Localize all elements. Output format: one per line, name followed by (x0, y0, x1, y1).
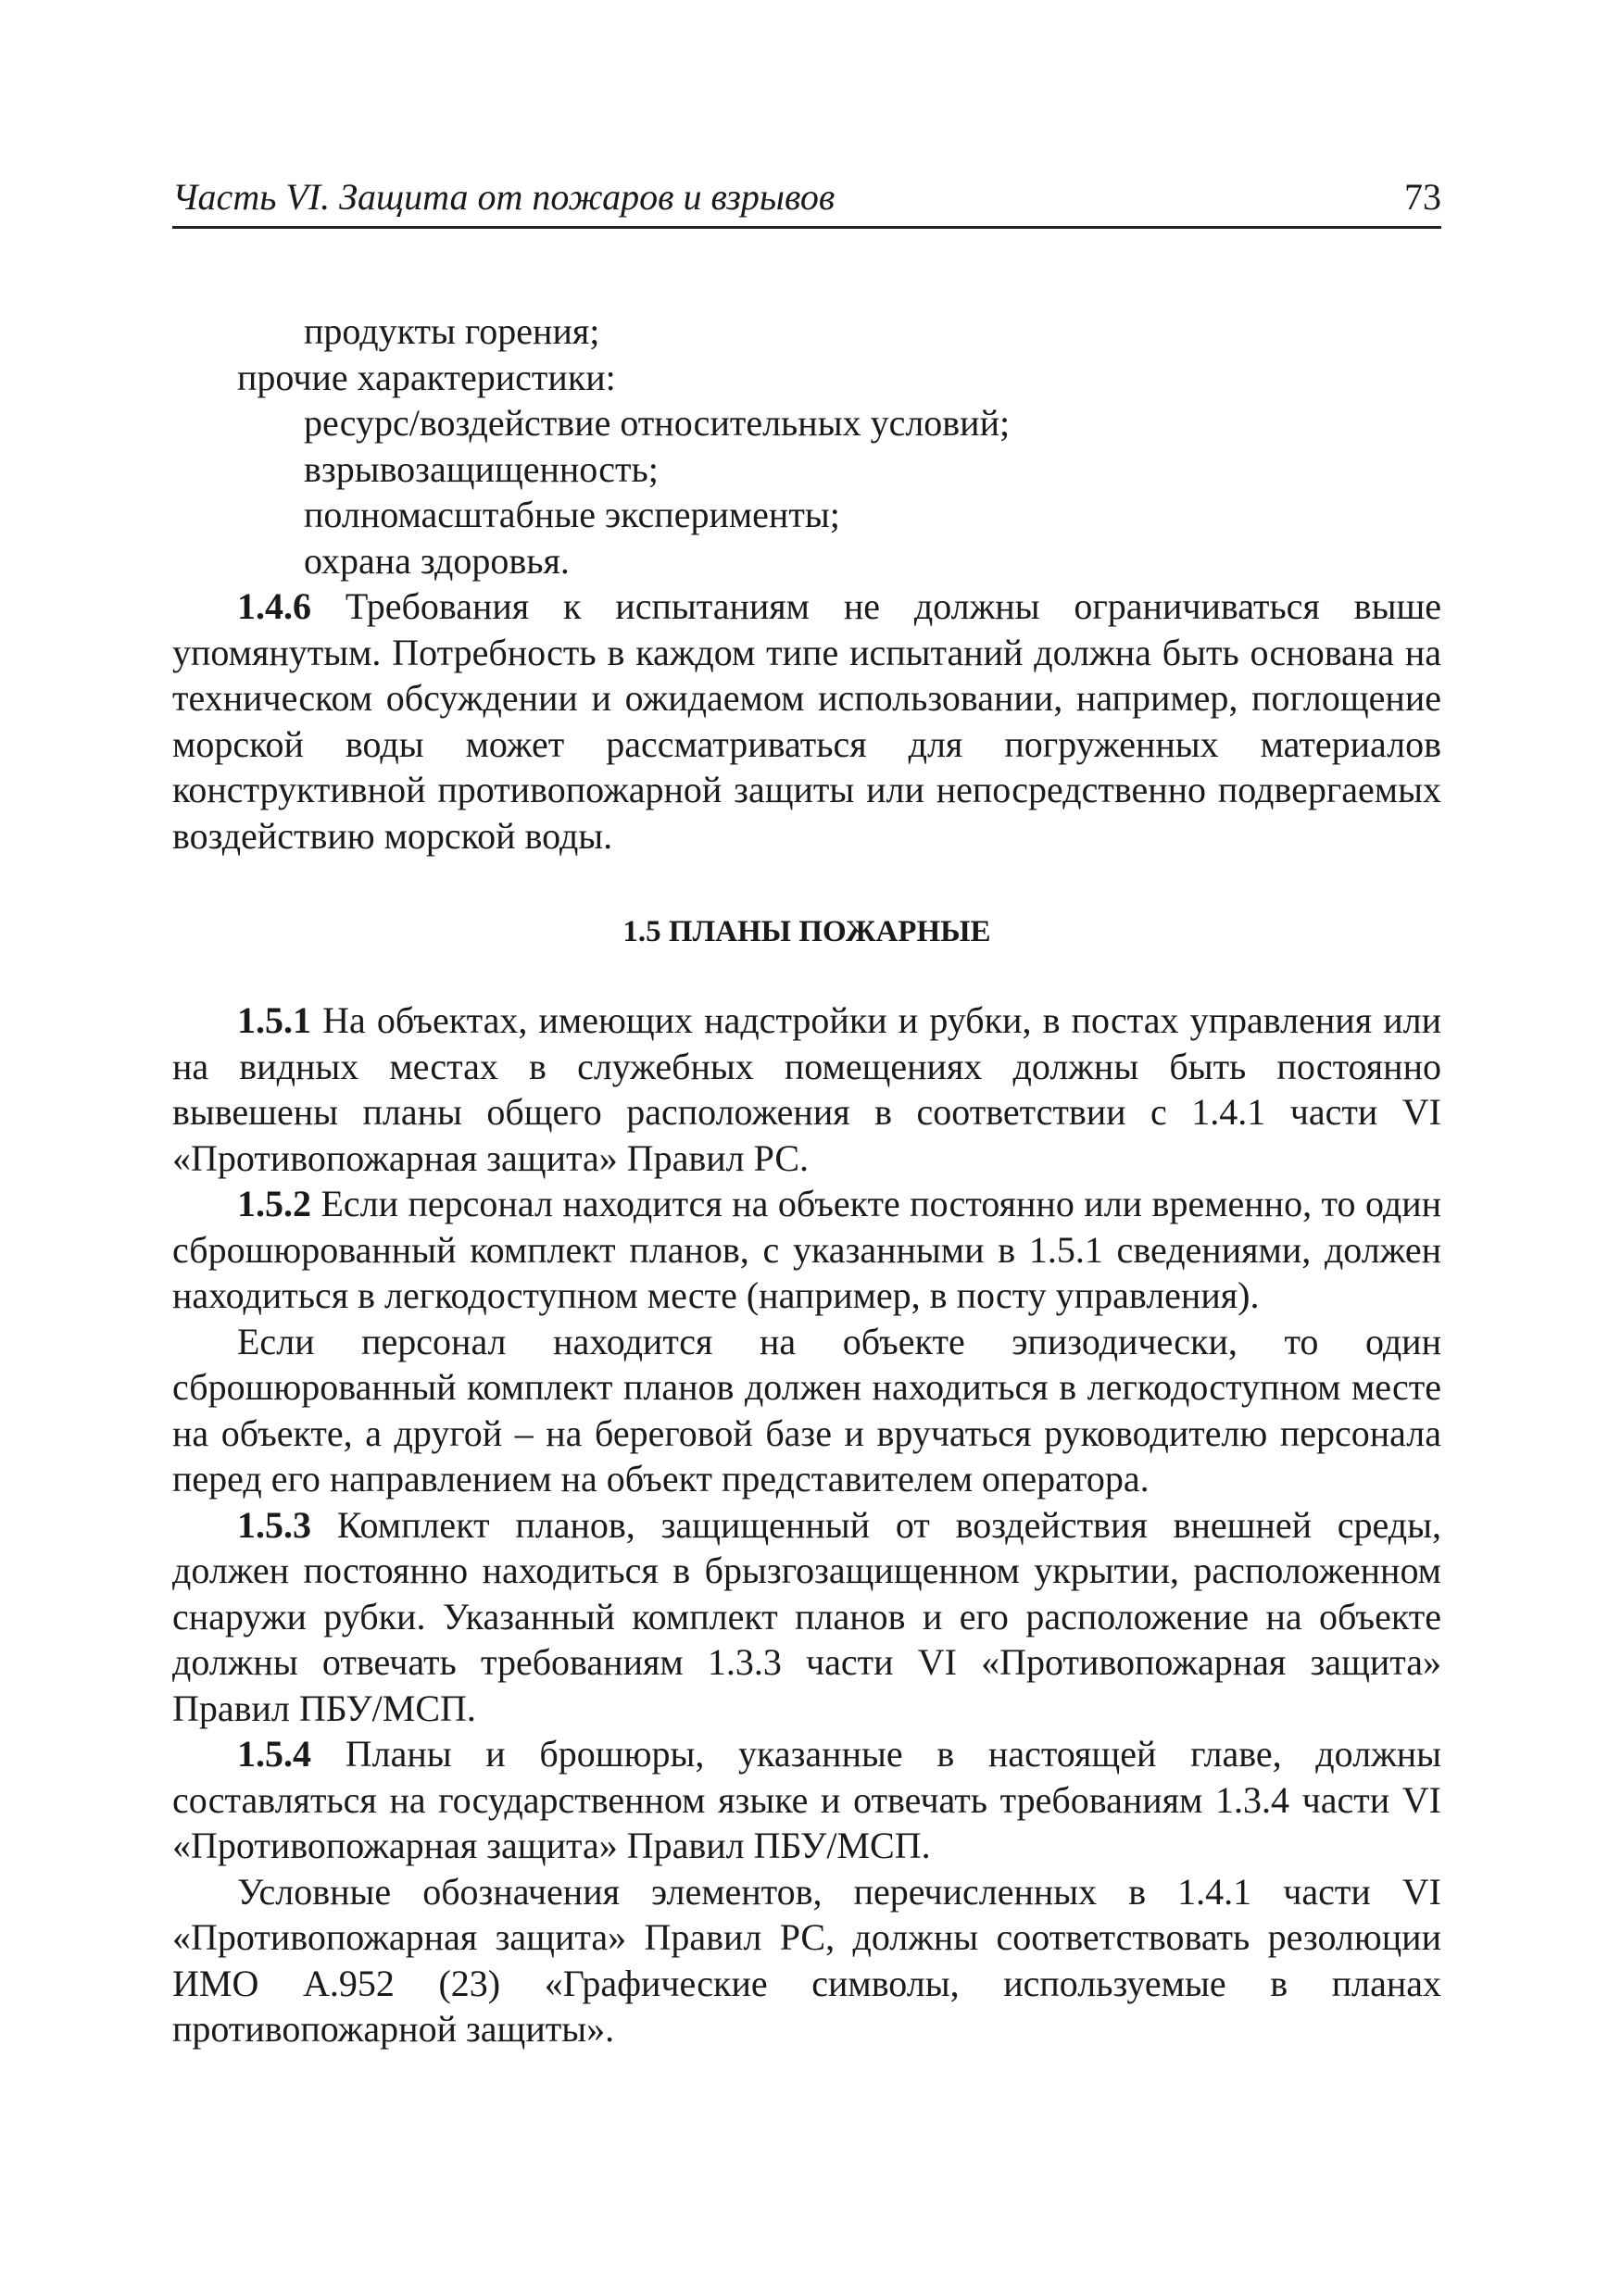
running-header-title: Часть VI. Защита от пожаров и взрывов (172, 176, 836, 218)
clause-number: 1.5.2 (237, 1183, 311, 1224)
list-item: ресурс/воздействие относительных условий; (304, 402, 1011, 444)
clause-1-5-2-paragraph-2: Если персонал находится на объекте эпизодически, то один сброшюрованный комплект планов должен находиться в легкодоступном месте на объекте, а другой – на береговой базе и вручаться руководителю персонала перед его направлением на объект представителем оператора. (172, 1320, 1441, 1499)
section-title: 1.5 ПЛАНЫ ПОЖАРНЫЕ (622, 915, 991, 948)
clause-1-5-3 (172, 1502, 1441, 1732)
clause-number: 1.4.6 (237, 585, 311, 627)
clause-1-5-4 (172, 1731, 1441, 1869)
clause-text: Если персонал находится на объекте постоянно или временно, то один сброшюрованный комплект планов, с указанными в 1.5.1 сведениями, должен находиться в легкодоступном месте (например, в посту управления). (172, 1183, 1442, 1316)
clause-text: Планы и брошюры, указанные в настоящей главе, должны составляться на государственном языке и отвечать требованиям 1.3.4 части VI «Противопожарная защита» Правил ПБУ/МСП. (172, 1733, 1442, 1866)
list-item: полномасштабные эксперименты; (304, 494, 840, 535)
clause-text: На объектах, имеющих надстройки и рубки, в постах управления или на видных местах в служебных помещениях должны быть постоянно вывешены планы общего расположения в соответствии с 1.4.1 части VI «Противопожарная защита» Правил РС. (172, 999, 1441, 1179)
clause-1-4-6 (172, 583, 1441, 859)
clause-text: Комплект планов, защищенный от воздействия внешней среды, должен постоянно находиться в брызгозащищенном укрытии, расположенном снаружи рубки. Указанный комплект планов и его расположение на объекте должны отвечать требованиям 1.3.3 части VI «Противопожарная защита» Правил ПБУ/МСП. (172, 1503, 1442, 1729)
clause-number: 1.5.4 (237, 1733, 311, 1775)
document-body (172, 308, 1441, 2052)
running-header (172, 167, 1441, 229)
clause-number: 1.5.1 (237, 999, 311, 1041)
list-item: прочие характеристики: (237, 356, 616, 398)
clause-1-5-2 (172, 1181, 1441, 1319)
clause-text: Требования к испытаниям не должны ограничиваться выше упомянутым. Потребность в каждом типе испытаний должна быть основана на техническом обсуждении и ожидаемом использовании, например, поглощение морской воды может рассматриваться для погруженных материалов конструктивной противопожарной защиты или непосредственно подвергаемых воздействию морской воды. (172, 585, 1441, 857)
page-number: 73 (1404, 176, 1441, 218)
clause-1-5-1 (172, 997, 1441, 1181)
clause-1-5-4-paragraph-2: Условные обозначения элементов, перечисленных в 1.4.1 части VI «Противопожарная защита» Правил РС, должны соответствовать резолюции ИМО А.952 (23) «Графические символы, используемые в планах противопожарной защиты». (172, 1870, 1441, 2050)
list-item: охрана здоровья. (304, 539, 570, 582)
list-item: продукты горения; (304, 310, 600, 352)
clause-number: 1.5.3 (237, 1503, 311, 1546)
list-item: взрывозащищенность; (304, 447, 659, 490)
document-page (172, 167, 1441, 2052)
